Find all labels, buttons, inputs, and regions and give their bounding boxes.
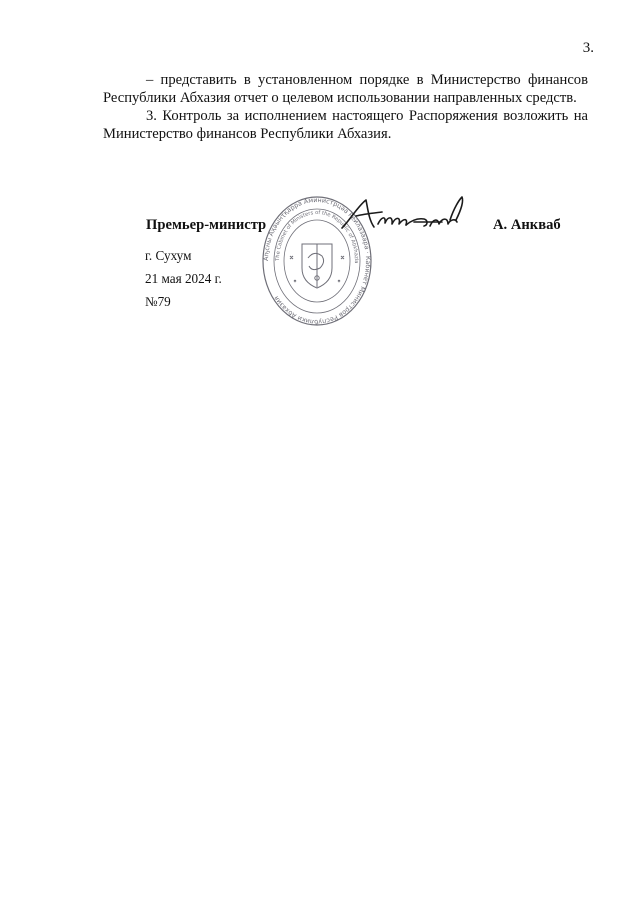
coat-of-arms-icon [290,244,344,288]
stamp-inner-text: The Cabinet of Ministers of the Republic of Abkhazia [274,209,360,264]
page-number: 3. [582,40,594,56]
paragraph-control: 3. Контроль за исполнением настоящего Распоряжения возложить на Министерство финансов Республики Абхазия. [103,108,588,142]
paragraph-report: – представить в установленном порядке в Министерство финансов Республики Абхазия отчет о целевом использовании направленных средств. [103,72,588,106]
signer-name: А. Анкваб [493,217,561,233]
handwritten-signature [338,194,468,236]
signer-title: Премьер-министр [146,217,267,233]
issue-date: 21 мая 2024 г. [145,271,222,286]
stamp-outer-text: Аҧсны Аҳәынҭқарра Аминистрцәа Реилазаара · Кабинет Министров Республики Абхазия [262,196,372,326]
document-number: №79 [145,294,171,309]
issue-city: г. Сухум [145,248,192,263]
